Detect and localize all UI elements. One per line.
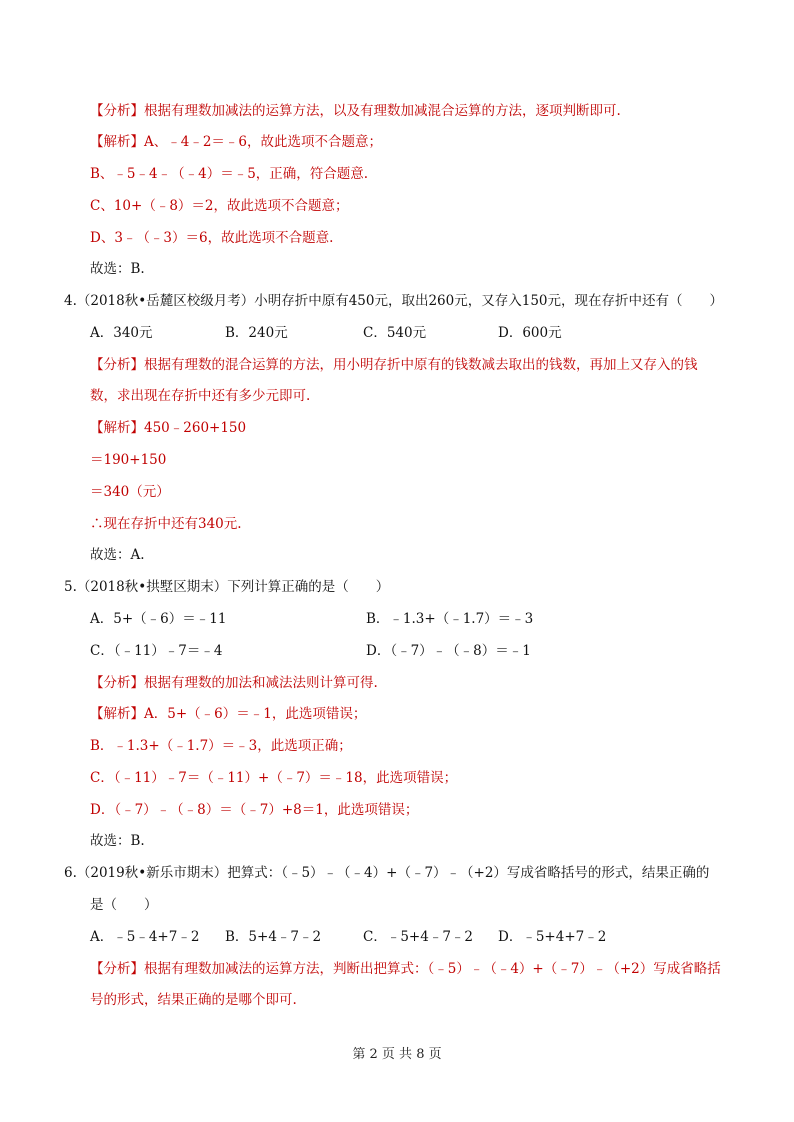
- q3-solution-line-4: D、3﹣（﹣3）＝6，故此选项不合题意.: [90, 230, 334, 246]
- q5-solution-line-1: 【解析】A．5+（﹣6）＝﹣1，此选项错误；: [90, 706, 367, 722]
- q4-analysis-line-2: 数，求出现在存折中还有多少元即可.: [90, 388, 311, 404]
- q5-solution-line-4: D．（﹣7）﹣（﹣8）＝（﹣7）+8＝1，此选项错误；: [90, 802, 419, 818]
- q5-analysis: 【分析】根据有理数的加法和减法法则计算可得.: [90, 675, 378, 691]
- q4-solution-line-3: ＝340（元）: [90, 484, 170, 500]
- q5-option-b: B．﹣1.3+（﹣1.7）＝﹣3: [366, 611, 534, 627]
- q3-solution-line-3: C、10+（﹣8）＝2，故此选项不合题意；: [90, 198, 349, 214]
- q4-analysis-line-1: 【分析】根据有理数的混合运算的方法，用小明存折中原有的钱数减去取出的钱数，再加上又存入的钱: [90, 357, 698, 373]
- q6-analysis-line-1: 【分析】根据有理数加减法的运算方法，判断出把算式：（﹣5）﹣（﹣4）+（﹣7）﹣（+2）写成省略括: [90, 961, 721, 977]
- q4-solution-line-4: ∴现在存折中还有340元.: [90, 516, 242, 532]
- q6-stem-line-1: 6.（2019秋•新乐市期末）把算式：（﹣5）﹣（﹣4）+（﹣7）﹣（+2）写成省略括号的形式，结果正确的: [64, 865, 710, 881]
- page-footer: 第 2 页 共 8 页: [352, 1047, 442, 1062]
- q3-answer: 故选：B.: [90, 261, 145, 277]
- q6-option-b: B．5+4﹣7﹣2: [225, 929, 322, 945]
- q5-solution-line-3: C．（﹣11）﹣7＝（﹣11）+（﹣7）＝﹣18，此选项错误；: [90, 770, 458, 786]
- q3-solution-line-1: 【解析】A、﹣4﹣2＝﹣6，故此选项不合题意；: [90, 134, 383, 150]
- q5-option-a: A．5+（﹣6）＝﹣11: [90, 611, 227, 627]
- q4-option-a: A．340元: [90, 325, 153, 341]
- q5-option-d: D．（﹣7）﹣（﹣8）＝﹣1: [366, 643, 531, 659]
- q4-option-b: B．240元: [225, 325, 288, 341]
- q4-option-c: C．540元: [363, 325, 427, 341]
- q3-analysis: 【分析】根据有理数加减法的运算方法，以及有理数加减混合运算的方法，逐项判断即可.: [90, 103, 621, 119]
- q6-stem-line-2: 是（ ）: [90, 897, 158, 913]
- q5-option-c: C．（﹣11）﹣7＝﹣4: [90, 643, 223, 659]
- q6-option-d: D．﹣5+4+7﹣2: [498, 929, 607, 945]
- q3-solution-line-2: B、﹣5﹣4﹣（﹣4）＝﹣5，正确，符合题意.: [90, 166, 369, 182]
- q5-answer: 故选：B.: [90, 833, 145, 849]
- q4-answer: 故选：A.: [90, 547, 145, 563]
- q4-stem: 4.（2018秋•岳麓区校级月考）小明存折中原有450元，取出260元，又存入150元，现在存折中还有（ ）: [64, 293, 724, 309]
- q4-solution-line-2: ＝190+150: [90, 452, 167, 468]
- q6-option-c: C．﹣5+4﹣7﹣2: [363, 929, 473, 945]
- q6-option-a: A．﹣5﹣4+7﹣2: [90, 929, 200, 945]
- q4-option-d: D．600元: [498, 325, 562, 341]
- q5-solution-line-2: B．﹣1.3+（﹣1.7）＝﹣3，此选项正确；: [90, 738, 352, 754]
- q4-solution-line-1: 【解析】450﹣260+150: [90, 420, 247, 436]
- q5-stem: 5.（2018秋•拱墅区期末）下列计算正确的是（ ）: [64, 579, 390, 595]
- q6-analysis-line-2: 号的形式，结果正确的是哪个即可.: [90, 992, 297, 1008]
